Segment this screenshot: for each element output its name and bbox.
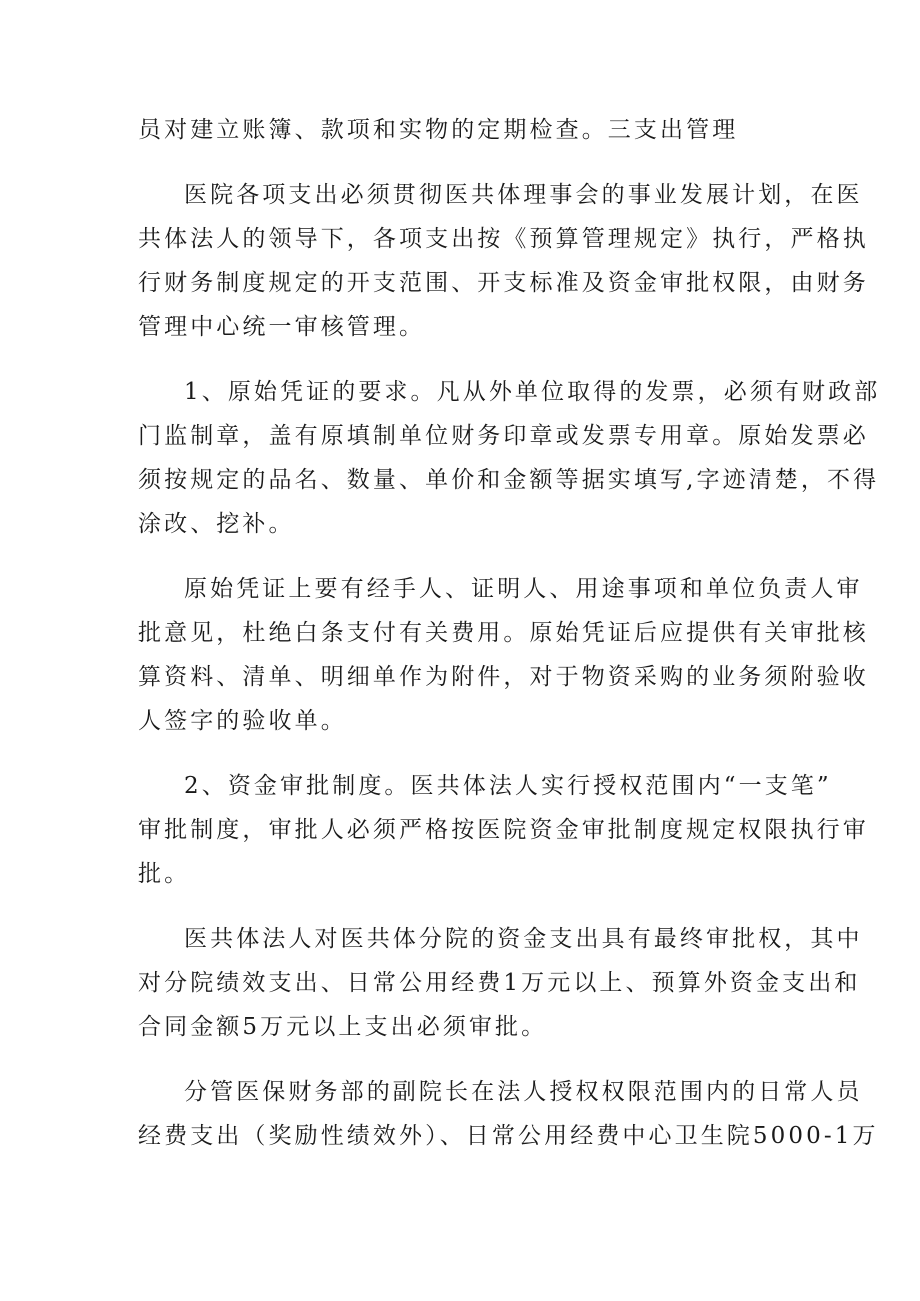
text-line: 行财务制度规定的开支范围、开支标准及资金审批权限，由财务 — [138, 270, 869, 296]
text-line: 门监制章，盖有原填制单位财务印章或发票专用章。原始发票必 — [138, 423, 869, 449]
text-line: 涂改、挖补。 — [138, 511, 295, 537]
text-line: 1、原始凭证的要求。凡从外单位取得的发票，必须有财政部 — [184, 379, 881, 405]
text-line: 对分院绩效支出、日常公用经费1万元以上、预算外资金支出和 — [138, 970, 861, 996]
text-line: 员对建立账簿、款项和实物的定期检查。三支出管理 — [138, 117, 739, 143]
text-line: 分管医保财务部的副院长在法人授权权限范围内的日常人员 — [184, 1079, 863, 1105]
paragraph-voucher-requirements — [138, 370, 881, 546]
paragraph-legal-person-authority — [138, 917, 863, 1049]
text-line: 管理中心统一审核管理。 — [138, 314, 426, 340]
text-line: 医院各项支出必须贯彻医共体理事会的事业发展计划，在医 — [184, 182, 863, 208]
paragraph-voucher-approval — [138, 567, 869, 743]
text-line: 2、资金审批制度。医共体法人实行授权范围内“一支笔” — [184, 773, 832, 799]
text-line: 批意见，杜绝白条支付有关费用。原始凭证后应提供有关审批核 — [138, 620, 869, 646]
text-line: 合同金额5万元以上支出必须审批。 — [138, 1014, 548, 1040]
paragraph-vice-president-authority — [138, 1070, 879, 1158]
text-line: 批。 — [138, 861, 191, 887]
text-line: 人签字的验收单。 — [138, 708, 347, 734]
text-line: 须按规定的品名、数量、单价和金额等据实填写,字迹清楚，不得 — [138, 467, 880, 493]
paragraph-fund-approval-system — [138, 764, 869, 896]
document-page — [138, 108, 881, 1179]
paragraph-expenditure-intro — [138, 173, 869, 349]
text-line: 共体法人的领导下，各项支出按《预算管理规定》执行，严格执 — [138, 226, 869, 252]
text-line: 审批制度，审批人必须严格按医院资金审批制度规定权限执行审 — [138, 817, 869, 843]
text-line: 医共体法人对医共体分院的资金支出具有最终审批权，其中 — [184, 926, 863, 952]
text-line: 经费支出（奖励性绩效外）、日常公用经费中心卫生院5000-1万 — [138, 1123, 879, 1149]
text-line: 原始凭证上要有经手人、证明人、用途事项和单位负责人审 — [184, 576, 863, 602]
text-line: 算资料、清单、明细单作为附件，对于物资采购的业务须附验收 — [138, 664, 869, 690]
paragraph-continuation — [138, 108, 798, 152]
